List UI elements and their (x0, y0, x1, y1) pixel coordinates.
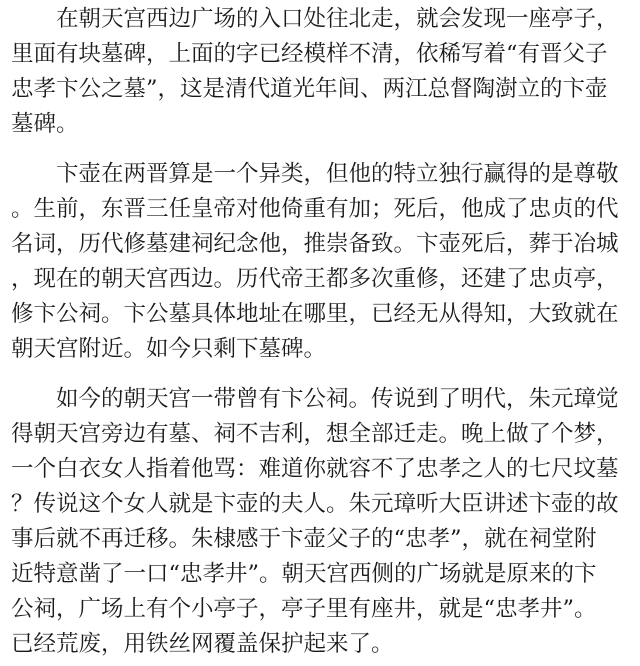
text-line: 在朝天宫西边广场的入口处往北走，就会发现一座亭子， (56, 6, 619, 32)
text-line: 如今的朝天宫一带曾有卞公祠。传说到了明代，朱元璋觉 (56, 386, 619, 412)
text-line: 得朝天宫旁边有墓、祠不吉利，想全部迁走。晚上做了个梦， (11, 421, 619, 447)
text-line: 里面有块墓碑，上面的字已经模样不清，依稀写着“有晋父子 (11, 41, 608, 67)
text-line: 忠孝卞公之墓”，这是清代道光年间、两江总督陶澍立的卞壶 (11, 76, 608, 102)
text-line: 。生前，东晋三任皇帝对他倚重有加；死后，他成了忠贞的代 (11, 196, 619, 222)
text-line: 朝天宫附近。如今只剩下墓碑。 (11, 336, 327, 362)
text-line: 一个白衣女人指着他骂：难道你就容不了忠孝之人的七尺坟墓 (11, 456, 619, 482)
text-line: 墓碑。 (11, 111, 79, 137)
text-line: 已经荒废，用铁丝网覆盖保护起来了。 (11, 631, 394, 657)
paragraph-3 (11, 382, 633, 662)
text-line: ？传说这个女人就是卞壶的夫人。朱元璋听大臣讲述卞壶的故 (11, 491, 619, 517)
paragraph-1 (11, 2, 633, 142)
text-line: 修卞公祠。卞公墓具体地址在哪里，已经无从得知，大致就在 (11, 301, 619, 327)
text-line: ，现在的朝天宫西边。历代帝王都多次重修，还建了忠贞亭， (11, 266, 619, 292)
text-line: 公祠，广场上有个小亭子，亭子里有座井，就是“忠孝井”。 (11, 596, 597, 622)
paragraph-2 (11, 157, 633, 367)
text-line: 卞壶在两晋算是一个异类，但他的特立独行赢得的是尊敬 (56, 161, 619, 187)
article-body (11, 2, 633, 662)
text-line: 事后就不再迁移。朱棣感于卞壶父子的“忠孝”，就在祠堂附 (11, 526, 597, 552)
text-line: 近特意凿了一口“忠孝井”。朝天宫西侧的广场就是原来的卞 (11, 561, 597, 587)
text-line: 名词，历代修墓建祠纪念他，推崇备致。卞壶死后，葬于冶城 (11, 231, 619, 257)
